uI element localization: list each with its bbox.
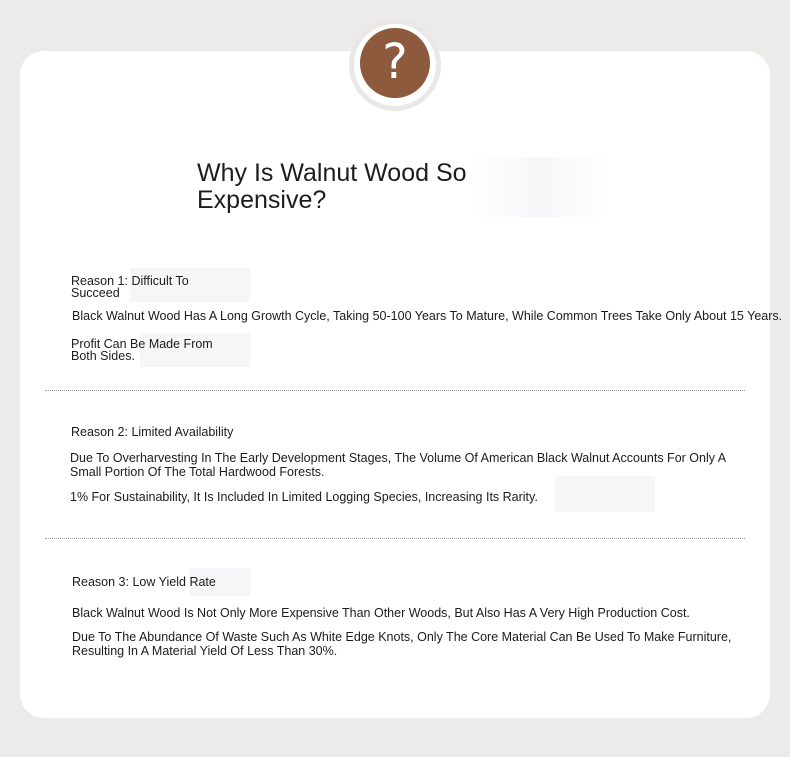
section-divider	[45, 538, 745, 539]
reason-1-paragraph-1: Black Walnut Wood Has A Long Growth Cycle, Taking 50-100 Years To Mature, While Common Trees Take Only About 15 Years.	[72, 309, 783, 323]
question-mark-badge	[360, 28, 430, 98]
reason-2-paragraph-1: Due To Overharvesting In The Early Development Stages, The Volume Of American Black Walnut Accounts For Only A Small Portion Of The Total Hardwood Forests.	[70, 451, 726, 479]
reason-2-paragraph-2: 1% For Sustainability, It Is Included In Limited Logging Species, Increasing Its Rarity.	[70, 490, 538, 504]
section-divider	[45, 390, 745, 391]
question-mark-icon: ?	[382, 34, 408, 90]
page-title: Why Is Walnut Wood So Expensive?	[197, 159, 467, 214]
reason-2-heading: Reason 2: Limited Availability	[71, 425, 234, 439]
reason-1-heading: Reason 1: Difficult To Succeed	[71, 274, 189, 300]
reason-3-heading: Reason 3: Low Yield Rate	[72, 575, 216, 589]
reason-1-paragraph-2: Profit Can Be Made From Both Sides.	[71, 337, 213, 363]
text-highlight	[555, 476, 655, 512]
reason-3-paragraph-2: Due To The Abundance Of Waste Such As White Edge Knots, Only The Core Material Can Be Used To Make Furniture, Resulting In A Material Yield Of Less Than 30%.	[72, 630, 732, 658]
reason-3-paragraph-1: Black Walnut Wood Is Not Only More Expensive Than Other Woods, But Also Has A Very High Production Cost.	[72, 606, 690, 620]
